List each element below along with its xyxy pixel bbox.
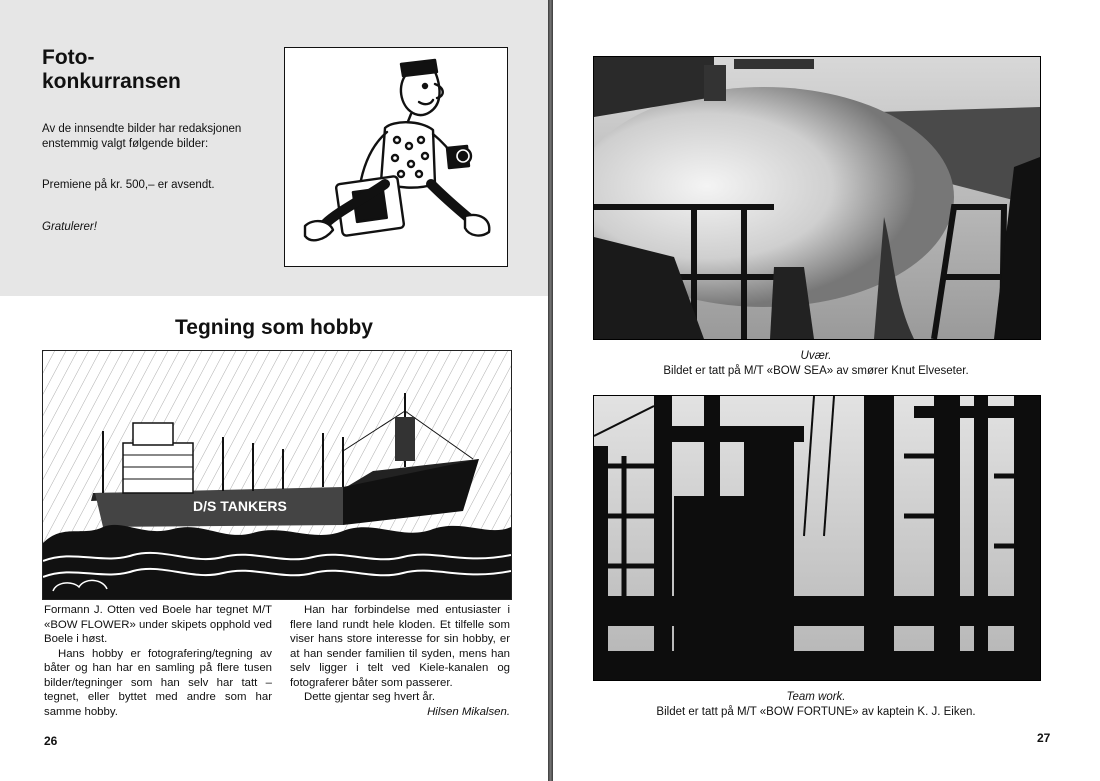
article-paragraph: Han har forbindelse med entusiaster i flere land rundt hele kloden. Et tilfelle som viser hans store interesse for sin hobby, er at han sender familien til syden, mens han selv ligger i telt ved Kiele-kanalen og fotograferer båter som passerer. bbox=[290, 604, 510, 689]
right-page bbox=[553, 0, 1100, 781]
photo1-caption-title: Uvær. bbox=[800, 350, 832, 362]
left-page bbox=[0, 0, 548, 781]
hull-lettering: D/S TANKERS bbox=[193, 498, 287, 514]
photo1-caption bbox=[593, 349, 1039, 379]
photo1-caption-text: Bildet er tatt på M/T «BOW SEA» av smører Knut Elveseter. bbox=[663, 365, 969, 377]
article-paragraph: Dette gjentar seg hvert år. bbox=[304, 691, 436, 703]
contest-prize: Premiene på kr. 500,– er avsendt. bbox=[42, 179, 215, 191]
page-number-left: 26 bbox=[44, 734, 58, 748]
article-column-1 bbox=[44, 603, 272, 719]
photo2-caption bbox=[593, 690, 1039, 720]
ship-drawing bbox=[42, 350, 512, 600]
teamwork-photo bbox=[593, 395, 1041, 681]
article-column-2 bbox=[290, 603, 510, 719]
photographer-cartoon-icon bbox=[284, 47, 508, 267]
contest-title: Foto- konkurransen bbox=[42, 46, 181, 93]
photo2-caption-title: Team work. bbox=[786, 691, 846, 703]
photo2-caption-text: Bildet er tatt på M/T «BOW FORTUNE» av kaptein K. J. Eiken. bbox=[656, 706, 976, 718]
article-paragraph: Hans hobby er fotografering/tegning av båter og han har en samling på flere tusen bilder/tegninger som han selv har tatt – tegnet, eller byttet med andre som har samme hobby. bbox=[44, 647, 272, 718]
article-title: Tegning som hobby bbox=[175, 316, 373, 339]
contest-congrats: Gratulerer! bbox=[42, 221, 97, 233]
contest-intro: Av de innsendte bilder har redaksjonen enstemmig valgt følgende bilder: bbox=[42, 123, 242, 150]
page-number-right: 27 bbox=[1037, 731, 1051, 745]
storm-photo bbox=[593, 56, 1041, 340]
article-paragraph: Formann J. Otten ved Boele har tegnet M/T «BOW FLOWER» under skipets opphold ved Boele i høst. bbox=[44, 604, 272, 645]
article-signature: Hilsen Mikalsen. bbox=[427, 705, 510, 718]
